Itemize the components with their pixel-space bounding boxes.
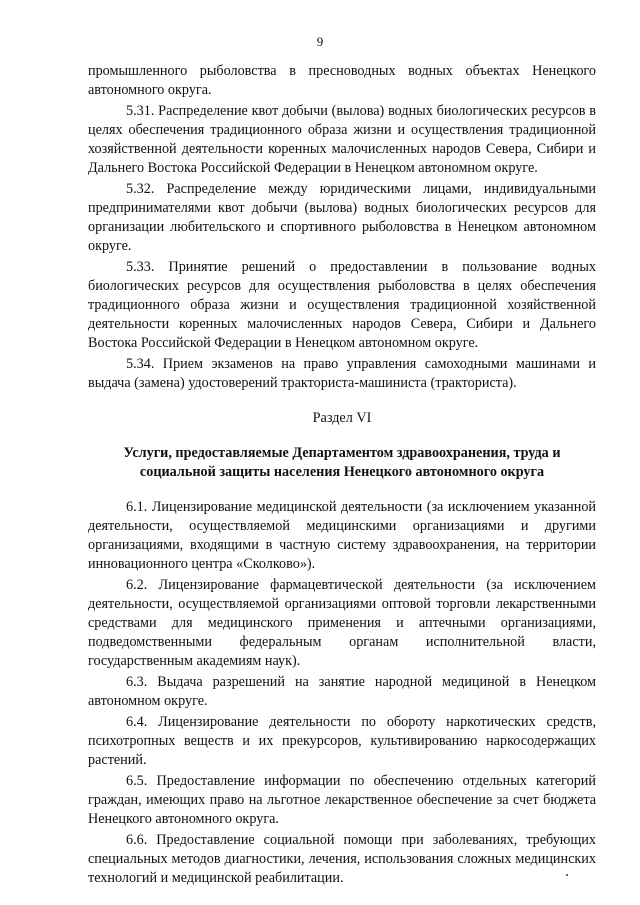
paragraph: 5.31. Распределение квот добычи (вылова) водных биологических ресурсов в целях обеспечения традиционного образа жизни и осуществления традиционной хозяйственной деятельности коренных малочисленных народов Севера, Сибири и Дальнего Востока Российской Федерации в Ненецком автономном округе.: [88, 103, 596, 176]
section-title: Услуги, предоставляемые Департаментом здравоохранения, труда и социальной защиты населения Ненецкого автономного округа: [123, 445, 561, 480]
paragraph: 6.4. Лицензирование деятельности по обороту наркотических средств, психотропных веществ и их прекурсоров, культивированию наркосодержащих растений.: [88, 714, 596, 768]
paragraph: 6.1. Лицензирование медицинской деятельности (за исключением указанной деятельности, осуществляемой медицинскими организациями и другими организациями, входящими в частную систему здравоохранения, на территории инновационного центра «Сколково»).: [88, 499, 596, 572]
paragraph: 5.33. Принятие решений о предоставлении в пользование водных биологических ресурсов для осуществления рыболовства в целях обеспечения традиционного образа жизни и осуществления традиционной хозяйственной деятельности коренных малочисленных народов Севера, Сибири и Дальнего Востока Российской Федерации в Ненецком автономном округе.: [88, 259, 596, 351]
paragraph: промышленного рыболовства в пресноводных водных объектах Ненецкого автономного округа.: [88, 63, 596, 98]
paragraphs-after: [88, 498, 596, 888]
paragraph: 6.6. Предоставление социальной помощи при заболеваниях, требующих специальных методов диагностики, лечения, использования сложных медицинских технологий и медицинской реабилитации.: [88, 832, 596, 886]
section-label: Раздел VI: [312, 410, 372, 426]
paragraph: 6.3. Выдача разрешений на занятие народной медициной в Ненецком автономном округе.: [88, 674, 596, 709]
scan-speck: [566, 874, 568, 876]
paragraph: 5.34. Прием экзаменов на право управления самоходными машинами и выдача (замена) удостоверений тракториста-машиниста (тракториста).: [88, 356, 596, 391]
document-body: [88, 62, 596, 888]
paragraphs-before: [88, 62, 596, 393]
paragraph: 6.2. Лицензирование фармацевтической деятельности (за исключением деятельности, осуществляемой организациями оптовой торговли лекарственными средствами для медицинского применения и аптечными организациями, подведомственными федеральным органам исполнительной власти, государственным академиям наук).: [88, 577, 596, 669]
page-number: 9: [316, 34, 324, 49]
paragraph: 6.5. Предоставление информации по обеспечению отдельных категорий граждан, имеющих право на льготное лекарственное обеспечение за счет бюджета Ненецкого автономного округа.: [88, 773, 596, 827]
paragraph: 5.32. Распределение между юридическими лицами, индивидуальными предпринимателями квот добычи (вылова) водных биологических ресурсов для организации любительского и спортивного рыболовства в Ненецком автономном округе.: [88, 181, 596, 254]
